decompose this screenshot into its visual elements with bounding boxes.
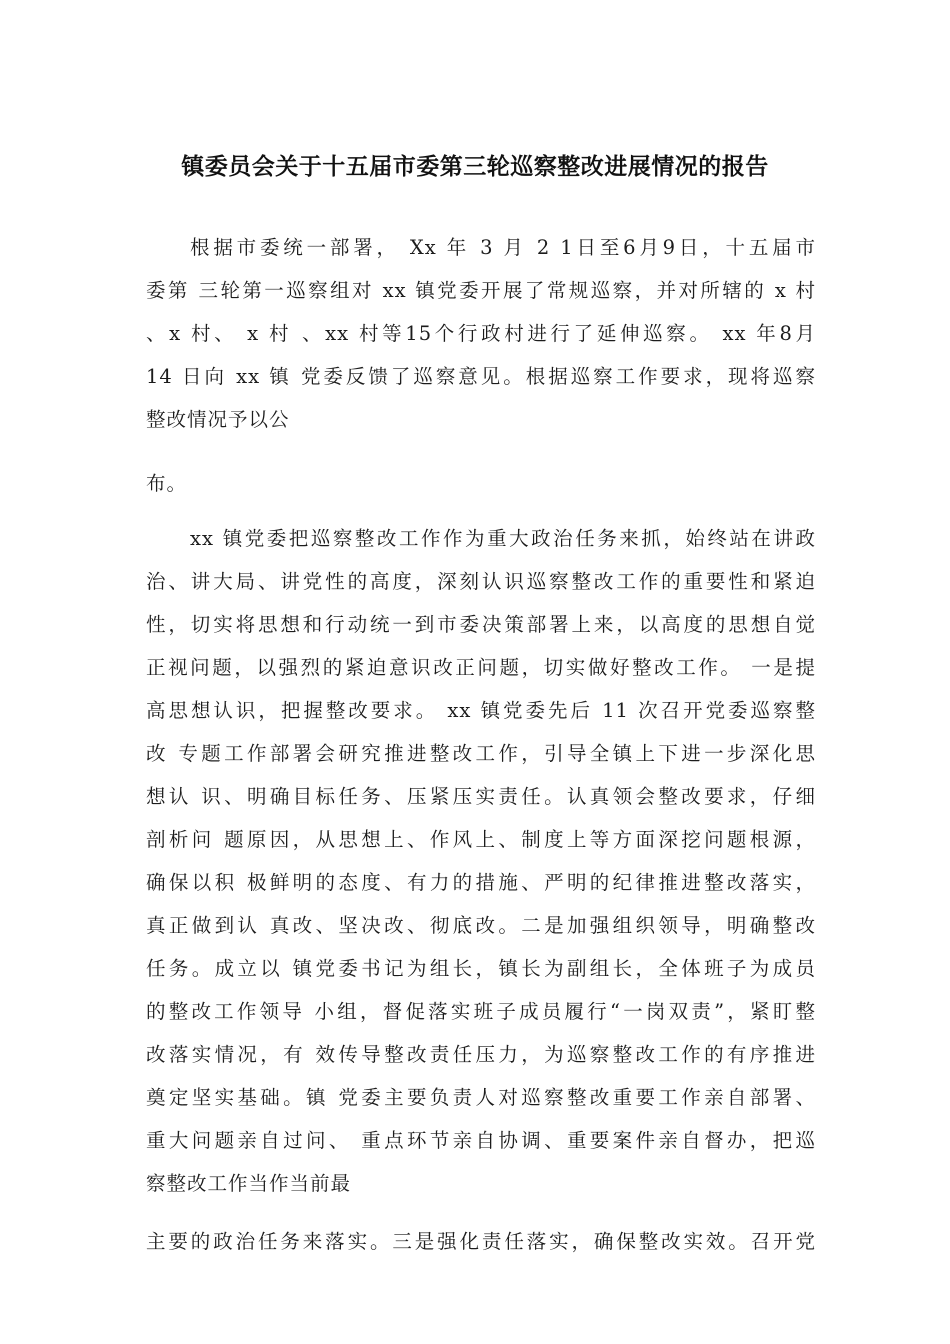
paragraph-line: 任务。成立以 镇党委书记为组长，镇长为副组长，全体班子为成员 [146,957,816,980]
paragraph-line: 主要的政治任务来落实。三是强化责任落实，确保整改实效。召开党 [146,1230,816,1253]
paragraph-line: 的整改工作领导 小组，督促落实班子成员履行“一岗双责”，紧盯整 [146,1000,816,1023]
paragraph-line: 根据市委统一部署， Xx 年 3 月 2 1日至6月9日，十五届市 [190,236,816,259]
document-title: 镇委员会关于十五届市委第三轮巡察整改进展情况的报告 [181,154,769,180]
paragraph-line: 真正做到认 真改、坚决改、彻底改。二是加强组织领导，明确整改 [146,914,816,937]
paragraph-line: 察整改工作当作当前最 [146,1172,352,1195]
paragraph-line: 14 日向 xx 镇 党委反馈了巡察意见。根据巡察工作要求，现将巡察 [146,365,816,388]
paragraph-line: 改 专题工作部署会研究推进整改工作，引导全镇上下进一步深化思 [146,742,816,765]
paragraph-line: 整改情况予以公 [146,408,290,431]
paragraph-line: 剖析问 题原因，从思想上、作风上、制度上等方面深挖问题根源， [146,828,816,851]
paragraph-line: 、x 村、 x 村 、xx 村等15个行政村进行了延伸巡察。 xx 年8月 [146,322,816,345]
paragraph-line: 治、讲大局、讲党性的高度，深刻认识巡察整改工作的重要性和紧迫 [146,570,816,593]
paragraph-line: 重大问题亲自过问、 重点环节亲自协调、重要案件亲自督办，把巡 [146,1129,816,1152]
paragraph-line: 委第 三轮第一巡察组对 xx 镇党委开展了常规巡察，并对所辖的 x 村 [146,279,816,302]
paragraph-line: 改落实情况，有 效传导整改责任压力，为巡察整改工作的有序推进 [146,1043,816,1066]
paragraph-line: xx 镇党委把巡察整改工作作为重大政治任务来抓，始终站在讲政 [190,527,816,550]
paragraph-line: 布。 [146,472,188,495]
paragraph-line: 确保以积 极鲜明的态度、有力的措施、严明的纪律推进整改落实， [146,871,816,894]
paragraph-line: 想认 识、明确目标任务、压紧压实责任。认真领会整改要求，仔细 [146,785,816,808]
paragraph-line: 奠定坚实基础。镇 党委主要负责人对巡察整改重要工作亲自部署、 [146,1086,816,1109]
paragraph-line: 高思想认识，把握整改要求。 xx 镇党委先后 11 次召开党委巡察整 [146,699,816,722]
paragraph-line: 性，切实将思想和行动统一到市委决策部署上来，以高度的思想自觉 [146,613,816,636]
paragraph-line: 正视问题，以强烈的紧迫意识改正问题，切实做好整改工作。 一是提 [146,656,816,679]
